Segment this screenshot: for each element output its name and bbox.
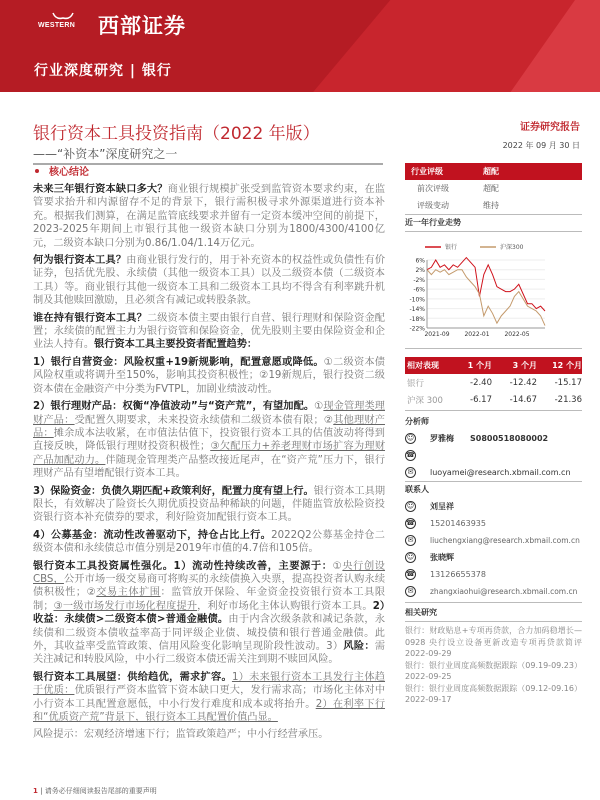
report-body	[33, 183, 385, 746]
text-run: 其他理财产品：	[33, 414, 385, 439]
text-run: ，利好市场化主体认购银行资本工具。	[197, 600, 373, 612]
perf-header: 相对表现	[407, 361, 439, 370]
y-tick-label: -14%	[409, 306, 425, 314]
text-run: 未来三年银行资本缺口多大？	[33, 184, 168, 195]
core-conclusion-label: 核心结论	[33, 167, 89, 179]
perf-cell: -2.40	[470, 377, 492, 388]
person-icon: ☺	[406, 434, 415, 442]
title-divider	[33, 163, 383, 165]
y-tick-label: -10%	[409, 296, 425, 304]
text-run: 风险：	[343, 641, 375, 652]
text-run: 银行资本工具展望：供给趋优，需求扩容。	[33, 671, 232, 683]
trend-title: 近一年行业走势	[405, 218, 461, 227]
perf-cell: -21.36	[554, 394, 582, 405]
perf-cell: 银行	[407, 378, 425, 389]
text-run: 摊余成本法收紧，在市值法估值下，投资银行资本工具的估值波动将得到直接反映，降低银行理财投资积极性；	[33, 427, 385, 453]
report-subtitle: ——“补资本”深度研究之一	[33, 147, 178, 161]
perf-header: 1 个月	[467, 361, 492, 370]
x-tick-label: 2022-01	[464, 331, 490, 338]
email-icon: ✉	[405, 586, 416, 597]
text-run: 二级资本债主要由银行自营、银行理财和保险资金配置；永续债的配置主力为银行资管和保险资金，优先股则主要由保险资金和企业法人持有。	[33, 312, 385, 351]
text-run: 银行资本工具投资属性强化。1）流动性持续改善，主要源于：	[33, 560, 333, 572]
paragraph	[33, 485, 385, 525]
text-run: 银行资本工具期限长，有效解决了险资长久期优质投资品种稀缺的问题，伴随监管放松险资投资银行资本补充债券的要求，利好险资加配银行资本工具。	[33, 485, 386, 524]
text-run: ③欠配压力+养老理财市场扩容为理财产品加配动力。	[33, 441, 386, 466]
rating-table: 行业评级 超配 前次评级 超配 评级变动 维持 近一年行业走势 6% 2% -2% -6% -10% -14% -18% -22% 2021-09 2022-01 2022-05 银行 沪深300	[405, 163, 582, 349]
paragraph	[33, 529, 385, 556]
report-header-banner	[0, 0, 600, 92]
text-run: 现金管理类理财产品：	[33, 401, 385, 426]
person-icon: ☺	[406, 502, 415, 510]
series-line-1	[427, 270, 545, 326]
text-run: 交易主体扩围	[96, 587, 161, 599]
contact-name: ☺ 刘呈祥	[406, 502, 454, 511]
paragraph	[33, 254, 385, 308]
text-run: 4）公募基金：流动性改善驱动下，持仓占比上行。	[33, 529, 272, 541]
y-tick-label: -2%	[413, 276, 425, 284]
text-run: ③一级市场发行市场化程度提升	[53, 600, 198, 612]
y-tick-label: -18%	[409, 315, 425, 323]
text-run: 商业银行规模扩张受到监管资本要求约束，在监管要求抬升和内源留存不足的背景下，银行需积极寻求外源渠道进行资本补充。根据我们测算，在满足监管底线要求并留有一定资本缓冲空间的前提下，2023-2025年期间上市银行其他一级资本缺口分别为1800/4300/4100亿元，二级资本缺口分别为0.86/1.04/1.14万亿元。	[33, 184, 386, 249]
paragraph	[33, 356, 385, 396]
text-run: 2）在利率下行和“优质资产荒”背景下，银行资本工具配置价值凸显。	[33, 698, 386, 724]
related-research-link[interactable]: 银行：财政贴息+专项再贷款，合力加码稳增长—0928 央行设立设备更新改造专项再贷款简评 2022-09-29	[405, 626, 582, 658]
person-icon: ☺	[406, 553, 415, 561]
paragraph	[33, 728, 385, 741]
y-tick-label: -6%	[413, 286, 425, 294]
text-run: 需关注减记和转股风险，中小行二级资本债还需关注到期不赎回风险。	[33, 641, 386, 666]
text-run: ①二级资本债风险权重或将调升至150%，影响其投资积极性；②19新规后，银行投资二级资本债在金融资产中分类为FVTPL，加剧业绩波动性。	[33, 356, 385, 395]
text-run: 由商业银行发行的，用于补充资本的权益性或负债性有价证券，包括优先股、永续债（其他一级资本工具）以及二级资本债（二级资本工具）等。商业银行其他一级资本工具和二级资本工具均不得含有利率跳升机制及其他赎回激励，且必须含有减记或转股条款。	[33, 255, 386, 307]
perf-row	[405, 391, 582, 408]
phone-row	[405, 447, 582, 464]
y-tick-label: -22%	[409, 325, 425, 333]
phone-icon: ☎	[406, 451, 415, 459]
text-run: 银行资本工具主要投资者配置趋势：	[94, 339, 258, 351]
perf-cell: -6.17	[470, 394, 492, 405]
western-logo	[38, 12, 88, 34]
perf-row	[405, 374, 582, 391]
analyst-label: 分析师	[405, 417, 429, 426]
y-tick-label: 6%	[415, 257, 425, 265]
analyst-email[interactable]: ✉ luoyamei@research.xbmail.com.cn	[405, 464, 582, 481]
bull-horns-icon	[52, 12, 74, 22]
perf-cell: -14.67	[509, 394, 537, 405]
legend-label: 沪深300	[500, 244, 524, 251]
paragraph	[33, 671, 385, 725]
industry-trend-chart	[405, 232, 582, 344]
related-research-link[interactable]: 银行：银行业周度高频数据跟踪（09.12-09.16） 2022-09-17	[405, 683, 582, 704]
legend-label: 银行	[445, 244, 458, 251]
text-run: 1）银行自营资金：风险权重+19新规影响，配置意愿或降低。	[33, 356, 324, 368]
report-category: 行业深度研究 | 银行	[34, 63, 172, 79]
report-title: 银行资本工具投资指南（2022 年版）	[33, 124, 320, 144]
phone-icon: ☎	[406, 570, 415, 578]
related-research-link[interactable]: 银行：银行业周度高频数据跟踪（09.19-09.23） 2022-09-25	[405, 660, 582, 681]
report-date: 2022 年 09 月 30 日	[502, 141, 580, 150]
text-run: 受配置久期要求，未来投资永续债和二级资本债有限；②	[74, 414, 334, 426]
text-run: 谁在持有银行资本工具？	[33, 312, 147, 324]
contact-phone: ☎ 15201463935	[406, 519, 486, 528]
phone-icon: ☎	[406, 519, 415, 527]
perf-header: 12 个月	[552, 361, 582, 370]
perf-cell: -15.17	[554, 377, 582, 388]
email-icon: ✉	[405, 467, 416, 478]
series-line-0	[427, 258, 545, 311]
analyst-name-row: ☺ 罗雅梅 S0800518080002	[406, 434, 549, 443]
paragraph	[33, 560, 385, 667]
text-run: 央行创设CBS，	[33, 560, 385, 585]
paragraph	[33, 183, 385, 250]
contact-email[interactable]: ✉ zhangxiaohui@research.xbmail.com.cn	[405, 583, 582, 600]
related-research-label: 相关研究	[405, 608, 437, 617]
text-run: 伴随现金管理类产品整改接近尾声，在“资产荒”压力下，银行理财产品有望增配银行资本工具。	[33, 454, 386, 480]
performance-table	[405, 357, 582, 706]
text-run: ：监管放开保险、年金资金投资银行资本工具限制；	[33, 587, 386, 612]
text-run: ①	[314, 401, 324, 413]
logo-text: WESTERN	[38, 22, 76, 29]
report-type: 证券研究报告	[520, 122, 580, 133]
brand-name: 西部证券	[98, 14, 186, 38]
page-footer: 1 | 请务必仔细阅读报告尾部的重要声明	[33, 787, 157, 795]
text-run: ①	[332, 560, 343, 572]
text-run: 由于内含次级条款和减记条款，永续债和二级资本债收益率高于同评级企业债、城投债和银行普通金融债。此外，其收益率受监管政策、信用风险变化影响呈现阶段性波动。3）	[33, 614, 386, 652]
text-run: 何为银行资本工具？	[33, 255, 127, 267]
text-run: 2）银行理财产品：权衡“净值波动”与“资产荒”，有望加配。	[33, 401, 315, 413]
text-run: 1）未来银行资本工具发行主体趋于优质：	[33, 671, 386, 697]
x-tick-label: 2021-09	[424, 331, 450, 338]
text-run: 2）收益：永续债>二级资本债>普通金融债。	[33, 600, 386, 626]
perf-cell: 沪深 300	[407, 395, 443, 406]
paragraph	[33, 312, 385, 352]
paragraph	[33, 400, 385, 480]
text-run: 风险提示：宏观经济增速下行；监管政策趋严；中小行经营承压。	[33, 729, 329, 741]
contact-phone: ☎ 13126655378	[406, 570, 486, 579]
email-icon: ✉	[405, 535, 416, 546]
text-run: 公开市场一级交易商可将购买的永续债换入央票，提高投资者认购永续债积极性；②	[33, 573, 386, 599]
y-tick-label: 2%	[415, 267, 425, 275]
text-run: 3）保险资金：负债久期匹配+政策利好，配置力度有望上行。	[33, 485, 314, 497]
text-run: 优质银行严资本监管下资本缺口更大，发行需求高；市场化主体对中小行资本工具配置意愿低，中小行发行难度和成本或将抬升。	[33, 685, 386, 710]
contact-name: ☺ 张晓辉	[406, 553, 454, 562]
x-tick-label: 2022-05	[504, 331, 530, 338]
contacts-label: 联系人	[405, 485, 429, 494]
contact-email[interactable]: ✉ liuchengxiang@research.xbmail.com.cn	[405, 532, 582, 549]
perf-cell: -12.42	[509, 377, 537, 388]
text-run: 2022Q2公募基金持仓二级资本债和永续债总市值分别是2019年市值的4.7倍和105倍。	[33, 529, 385, 555]
perf-header: 3 个月	[512, 361, 537, 370]
